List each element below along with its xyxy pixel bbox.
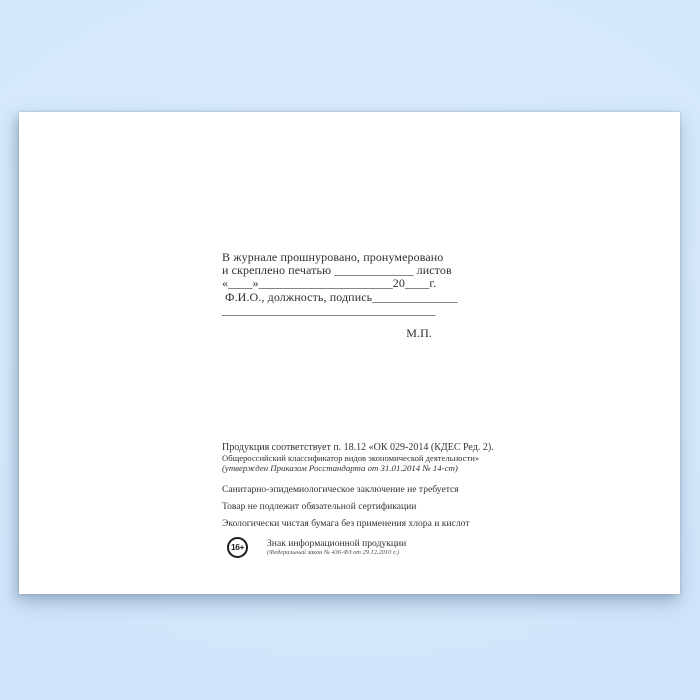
age-mark-text <box>267 537 406 557</box>
classifier-line: Общероссийский классификатор видов экономической деятельности» <box>222 453 480 463</box>
compliance-block <box>222 442 492 558</box>
age-rating-16plus-icon: 16+ <box>227 537 248 558</box>
compliance-notes <box>222 481 492 533</box>
product-standard-line: Продукция соответствует п. 18.12 «ОК 029-2014 (КДЕС Ред. 2). <box>222 442 494 453</box>
stamp-line-4: Ф.И.О., должность, подпись______________ <box>225 289 458 304</box>
paper-note: Экологически чистая бумага без применения хлора и кислот <box>222 518 470 530</box>
journal-back-page <box>19 112 680 594</box>
federal-law-note: (Федеральный закон № 436-ФЗ от 29.12.2010 г.) <box>267 548 400 556</box>
seal-place-label: М.П. <box>406 325 432 340</box>
certification-note: Товар не подлежит обязательной сертификации <box>222 501 417 513</box>
stamp-line-5: ___________________________________ <box>222 302 436 317</box>
information-product-label: Знак информационной продукции <box>267 537 407 549</box>
stamp-line-3: «____»______________________20____г. <box>222 276 437 291</box>
age-mark-row <box>222 537 492 558</box>
sanitary-note: Санитарно-эпидемиологическое заключение не требуется <box>222 484 459 495</box>
stamp-line-1: В журнале прошнуровано, пронумеровано <box>222 250 444 264</box>
decree-line: (утвержден Приказом Росстандарта от 31.01.2014 № 14-ст) <box>222 463 458 473</box>
binding-certification-block <box>222 250 458 340</box>
stamp-line-2: и скреплено печатью _____________ листов <box>222 263 452 278</box>
